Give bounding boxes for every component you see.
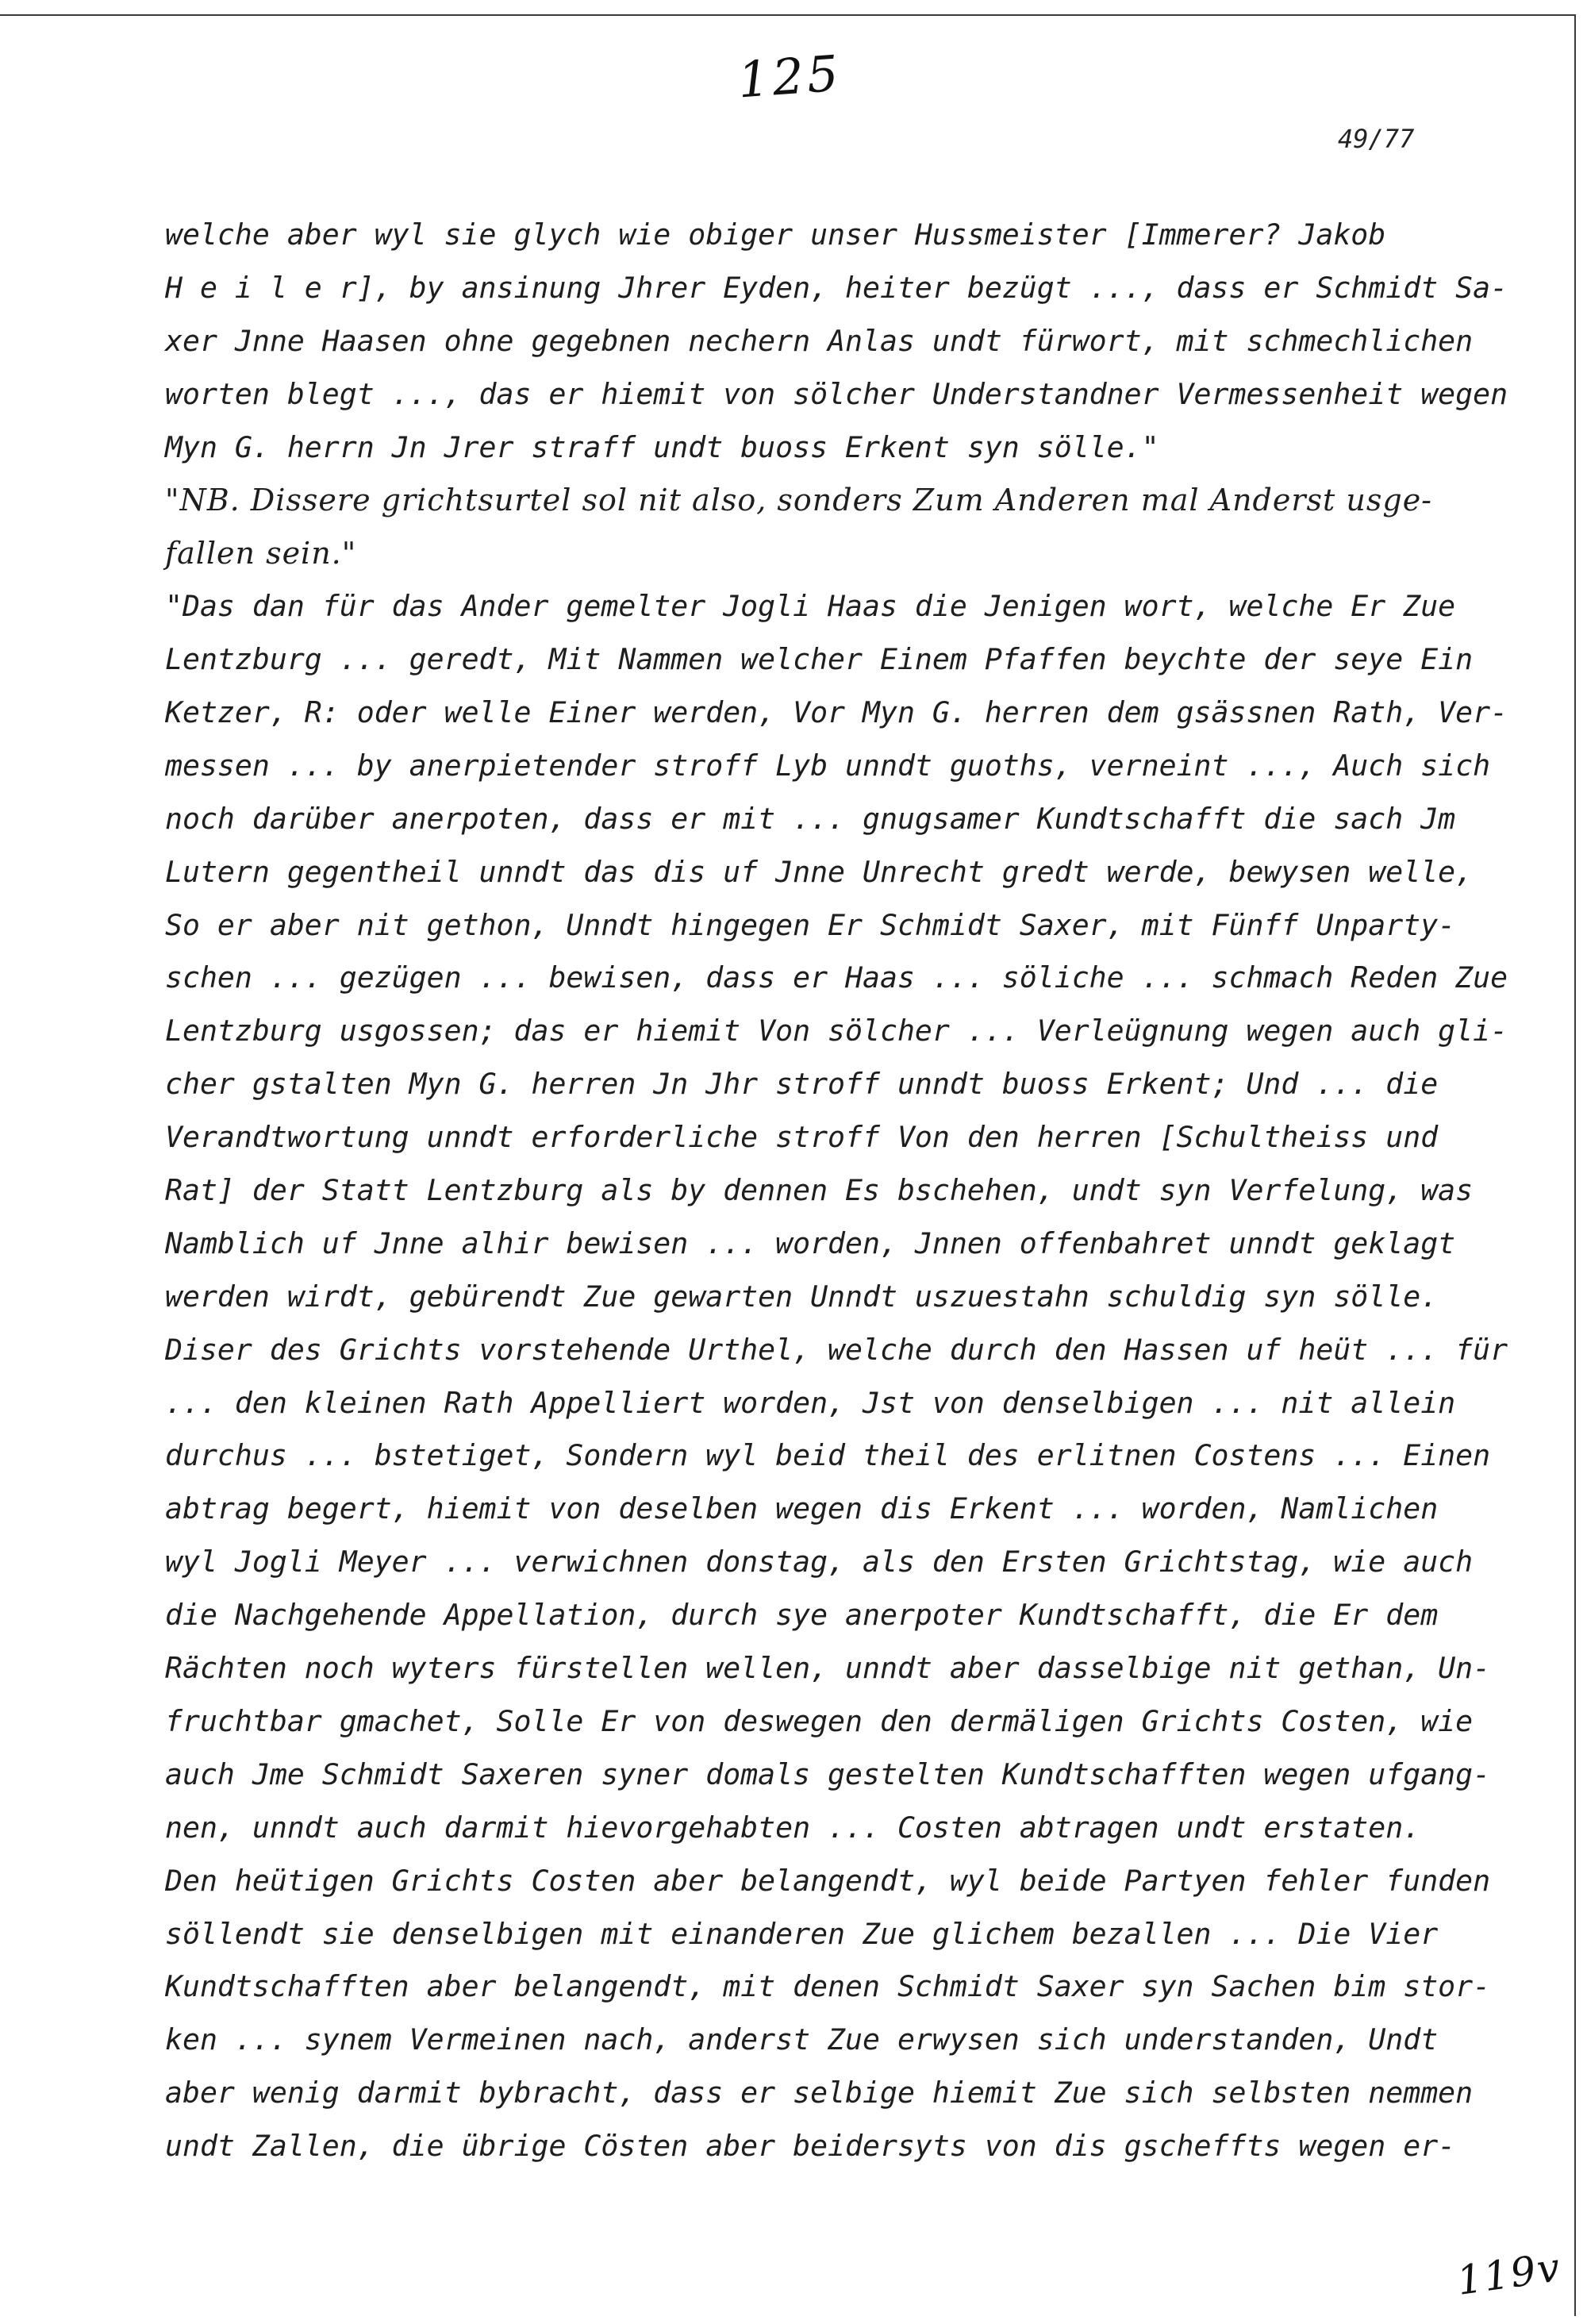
text-line: Kundtschafften aber belangendt, mit denen Schmidt Saxer syn Sachen bim stor- xyxy=(165,1969,1491,2004)
text-line: auch Jme Schmidt Saxeren syner domals gestelten Kundtschafften wegen ufgang- xyxy=(165,1756,1491,1791)
text-line: die Nachgehende Appellation, durch sye anerpoter Kundtschafft, die Er dem xyxy=(165,1598,1439,1633)
text-line: fruchtbar gmachet, Solle Er von deswegen den dermäligen Grichts Costen, wie xyxy=(165,1703,1474,1738)
text-line: Rächten noch wyters fürstellen wellen, unndt aber dasselbige nit gethan, Un- xyxy=(165,1651,1491,1686)
text-line: noch darüber anerpoten, dass er mit ... gnugsamer Kundtschafft die sach Jm xyxy=(165,801,1456,836)
text-line: schen ... gezügen ... bewisen, dass er Haas ... söliche ... schmach Reden Zue xyxy=(165,960,1508,995)
text-line: "Das dan für das Ander gemelter Jogli Haas die Jenigen wort, welche Er Zue xyxy=(165,589,1456,624)
text-line: durchus ... bstetiget, Sondern wyl beid theil des erlitnen Costens ... Einen xyxy=(165,1438,1491,1473)
handwritten-note-line: fallen sein." xyxy=(165,536,357,571)
text-line: Rat] der Statt Lentzburg als by dennen Es bschehen, undt syn Verfelung, was xyxy=(165,1173,1474,1208)
text-line: Diser des Grichts vorstehende Urthel, welche durch den Hassen uf heüt ... für xyxy=(165,1332,1508,1367)
text-line: abtrag begert, hiemit von deselben wegen dis Erkent ... worden, Namlichen xyxy=(165,1491,1439,1526)
text-line: ken ... synem Vermeinen nach, anderst Zue erwysen sich understanden, Undt xyxy=(165,2022,1439,2057)
crop-border-right xyxy=(1574,14,1576,2316)
text-line: ... den kleinen Rath Appelliert worden, Jst von denselbigen ... nit allein xyxy=(165,1385,1456,1420)
page-reference: 49/77 xyxy=(1338,124,1415,154)
text-line: söllendt sie denselbigen mit einanderen Zue glichem bezallen ... Die Vier xyxy=(165,1916,1439,1951)
handwritten-note-line: "NB. Dissere grichtsurtel sol nit also, sonders Zum Anderen mal Anderst usge- xyxy=(165,483,1433,518)
crop-border-top xyxy=(0,14,1576,16)
text-line: Lutern gegentheil unndt das dis uf Jnne Unrecht gredt werde, bewysen welle, xyxy=(165,854,1474,889)
text-line: welche aber wyl sie glych wie obiger unser Hussmeister [Immerer? Jakob xyxy=(165,217,1386,252)
text-line: cher gstalten Myn G. herren Jn Jhr stroff unndt buoss Erkent; Und ... die xyxy=(165,1067,1439,1102)
text-line: xer Jnne Haasen ohne gegebnen nechern Anlas undt fürwort, mit schmechlichen xyxy=(165,323,1474,358)
text-line: nen, unndt auch darmit hievorgehabten ... Costen abtragen undt erstaten. xyxy=(165,1810,1421,1845)
folio-number-bottom: 119v xyxy=(1454,2244,1565,2304)
text-line: Lentzburg ... geredt, Mit Nammen welcher Einem Pfaffen beychte der seye Ein xyxy=(165,642,1474,677)
text-line: So er aber nit gethon, Unndt hingegen Er Schmidt Saxer, mit Fünff Unparty- xyxy=(165,907,1456,942)
folio-number-top: 125 xyxy=(736,44,843,110)
text-line: undt Zallen, die übrige Cösten aber beidersyts von dis gscheffts wegen er- xyxy=(165,2129,1456,2164)
text-line: Lentzburg usgossen; das er hiemit Von sölcher ... Verleügnung wegen auch gli- xyxy=(165,1014,1508,1048)
text-line: werden wirdt, gebürendt Zue gewarten Unndt uszuestahn schuldig syn sölle. xyxy=(165,1279,1439,1314)
text-line: wyl Jogli Meyer ... verwichnen donstag, als den Ersten Grichtstag, wie auch xyxy=(165,1545,1474,1579)
text-line: Den heütigen Grichts Costen aber belangendt, wyl beide Partyen fehler funden xyxy=(165,1863,1491,1898)
text-line: Namblich uf Jnne alhir bewisen ... worden, Jnnen offenbahret unndt geklagt xyxy=(165,1225,1456,1260)
text-line: H e i l e r], by ansinung Jhrer Eyden, heiter bezügt ..., dass er Schmidt Sa- xyxy=(165,270,1508,305)
text-line: Myn G. herrn Jn Jrer straff undt buoss Erkent syn sölle." xyxy=(165,429,1159,464)
text-line: Ketzer, R: oder welle Einer werden, Vor Myn G. herren dem gsässnen Rath, Ver- xyxy=(165,695,1508,730)
transcription-body xyxy=(165,217,1508,2184)
text-line: worten blegt ..., das er hiemit von sölcher Understandner Vermessenheit wegen xyxy=(165,376,1508,411)
text-line: messen ... by anerpietender stroff Lyb unndt guoths, verneint ..., Auch sich xyxy=(165,748,1491,783)
text-line: Verandtwortung unndt erforderliche stroff Von den herren [Schultheiss und xyxy=(165,1120,1439,1155)
text-line: aber wenig darmit bybracht, dass er selbige hiemit Zue sich selbsten nemmen xyxy=(165,2076,1474,2110)
